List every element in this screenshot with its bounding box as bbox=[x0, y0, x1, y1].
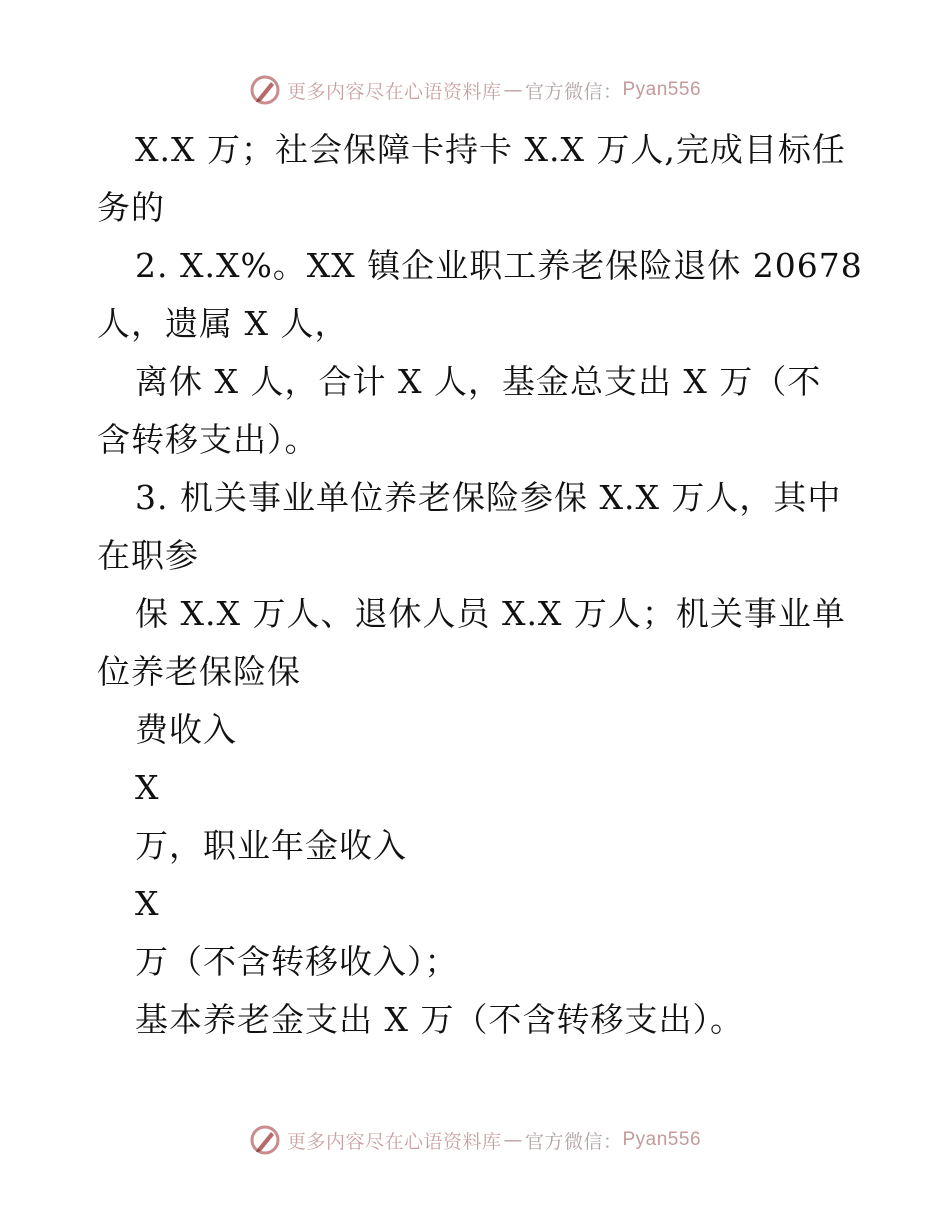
body-line: 万（不含转移收入）； bbox=[135, 942, 459, 981]
footer-watermark bbox=[0, 1120, 950, 1160]
watermark-separator: — bbox=[503, 79, 523, 101]
body-line: 万，职业年金收入 bbox=[135, 826, 407, 865]
body-line: 费收入 bbox=[135, 710, 237, 749]
watermark-wechat-label: 官方微信： bbox=[524, 1130, 623, 1153]
body-line: 2. X.X%。XX 镇企业职工养老保险退休 20678 bbox=[135, 246, 863, 285]
pen-logo-icon bbox=[249, 74, 281, 106]
watermark-separator: — bbox=[503, 1129, 523, 1151]
body-line: 务的 bbox=[97, 188, 165, 227]
watermark-text: 更多内容尽在心语资料库 bbox=[286, 1130, 502, 1153]
watermark-text: 更多内容尽在心语资料库 bbox=[286, 80, 502, 103]
body-line: 3. 机关事业单位养老保险参保 X.X 万人，其中 bbox=[135, 478, 842, 517]
pen-logo-icon bbox=[249, 1124, 281, 1156]
body-line: 人，遗属 X 人， bbox=[97, 304, 349, 343]
body-line: 基本养老金支出 X 万（不含转移支出）。 bbox=[135, 1000, 744, 1039]
body-line: X.X 万；社会保障卡持卡 X.X 万人,完成目标任 bbox=[135, 130, 846, 169]
body-line: 离休 X 人，合计 X 人，基金总支出 X 万（不 bbox=[135, 362, 822, 401]
watermark-account: Pyan556 bbox=[622, 79, 702, 100]
body-line: X bbox=[135, 884, 160, 923]
watermark-account: Pyan556 bbox=[622, 1129, 702, 1150]
body-line: 在职参 bbox=[97, 536, 199, 575]
body-line: 保 X.X 万人、退休人员 X.X 万人；机关事业单 bbox=[135, 594, 846, 633]
body-line: 含转移支出）。 bbox=[97, 420, 319, 459]
watermark-wechat-label: 官方微信： bbox=[524, 80, 623, 103]
body-line: X bbox=[135, 768, 160, 807]
body-line: 位养老保险保 bbox=[97, 652, 301, 691]
header-watermark bbox=[0, 70, 950, 110]
